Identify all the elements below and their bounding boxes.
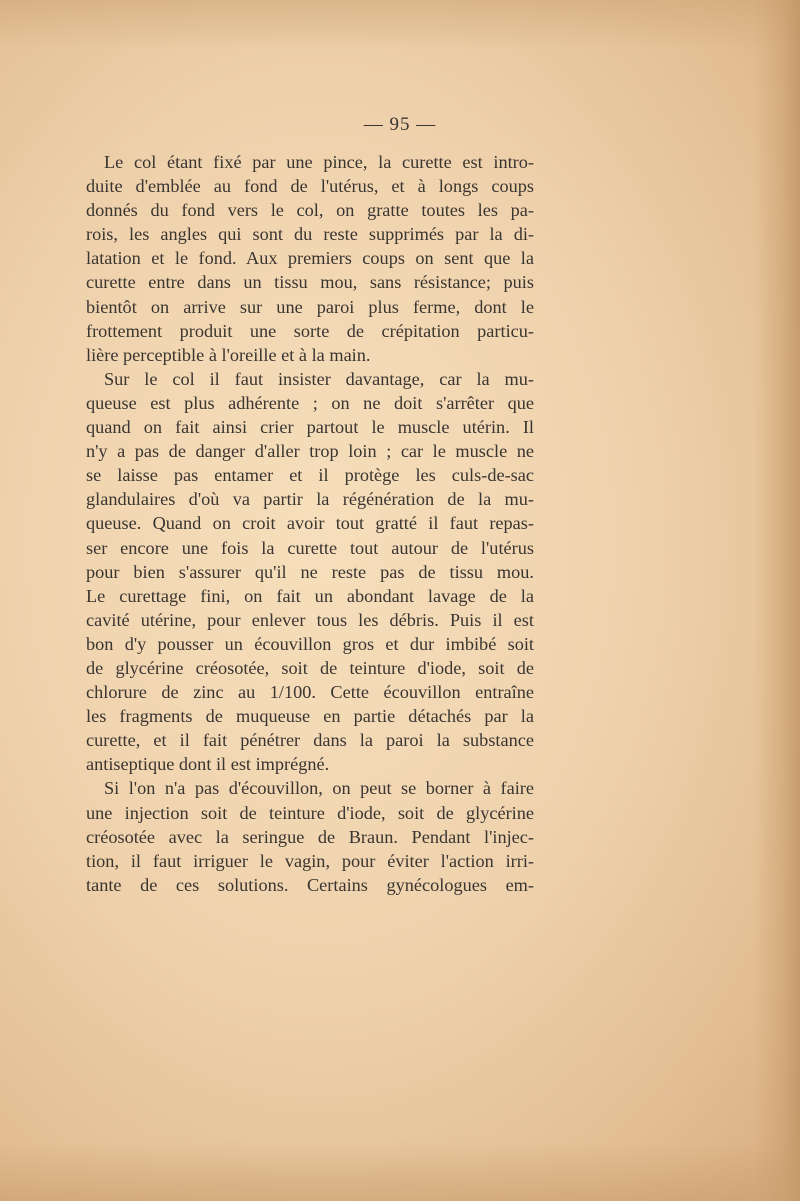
text-line: les fragments de muqueuse en partie détachés par la <box>86 706 534 727</box>
text-line: bon d'y pousser un écouvillon gros et dur imbibé soit <box>86 633 534 654</box>
text-line: tante de ces solutions. Certains gynécologues em- <box>86 874 534 895</box>
text-line: rois, les angles qui sont du reste supprimés par la di- <box>86 224 534 245</box>
text-line: se laisse pas entamer et il protège les culs-de-sac <box>86 465 534 486</box>
text-line: curette, et il fait pénétrer dans la paroi la substance <box>86 730 534 751</box>
body-text <box>86 150 534 897</box>
text-line: latation et le fond. Aux premiers coups on sent que la <box>86 248 534 269</box>
text-line: queuse. Quand on croit avoir tout gratté il faut repas- <box>86 513 534 534</box>
text-line: donnés du fond vers le col, on gratte toutes les pa- <box>86 200 534 221</box>
text-line: quand on fait ainsi crier partout le muscle utérin. Il <box>86 417 534 438</box>
text-line: cavité utérine, pour enlever tous les débris. Puis il est <box>86 609 534 630</box>
text-line: Si l'on n'a pas d'écouvillon, on peut se borner à faire <box>104 778 534 799</box>
page-number: — 95 — <box>363 114 437 135</box>
text-line: n'y a pas de danger d'aller trop loin ; car le muscle ne <box>86 441 534 462</box>
text-line: ser encore une fois la curette tout autour de l'utérus <box>86 537 534 558</box>
text-line: frottement produit une sorte de crépitation particu- <box>86 320 534 341</box>
text-line: lière perceptible à l'oreille et à la main. <box>86 344 371 365</box>
page-right-shading <box>754 0 800 1201</box>
text-line: de glycérine créosotée, soit de teinture d'iode, soit de <box>86 657 534 678</box>
text-line: une injection soit de teinture d'iode, soit de glycérine <box>86 802 534 823</box>
text-line: Le col étant fixé par une pince, la curette est intro- <box>104 152 534 172</box>
text-line: duite d'emblée au fond de l'utérus, et à longs coups <box>86 176 534 197</box>
text-line: tion, il faut irriguer le vagin, pour éviter l'action irri- <box>86 850 534 871</box>
text-line: pour bien s'assurer qu'il ne reste pas de tissu mou. <box>86 561 534 582</box>
text-line: Le curettage fini, on fait un abondant lavage de la <box>86 585 534 606</box>
page-top-shading <box>0 0 800 50</box>
text-line: Sur le col il faut insister davantage, car la mu- <box>104 368 534 389</box>
text-line: antiseptique dont il est imprégné. <box>86 754 330 775</box>
text-line: bientôt on arrive sur une paroi plus ferme, dont le <box>86 296 534 317</box>
page-bottom-shading <box>0 1141 800 1201</box>
text-line: créosotée avec la seringue de Braun. Pendant l'injec- <box>86 826 534 847</box>
text-line: glandulaires d'où va partir la régénération de la mu- <box>86 489 534 510</box>
text-line: chlorure de zinc au 1/100. Cette écouvillon entraîne <box>86 682 534 703</box>
text-line: curette entre dans un tissu mou, sans résistance; puis <box>86 272 534 293</box>
text-line: queuse est plus adhérente ; on ne doit s'arrêter que <box>86 392 534 413</box>
